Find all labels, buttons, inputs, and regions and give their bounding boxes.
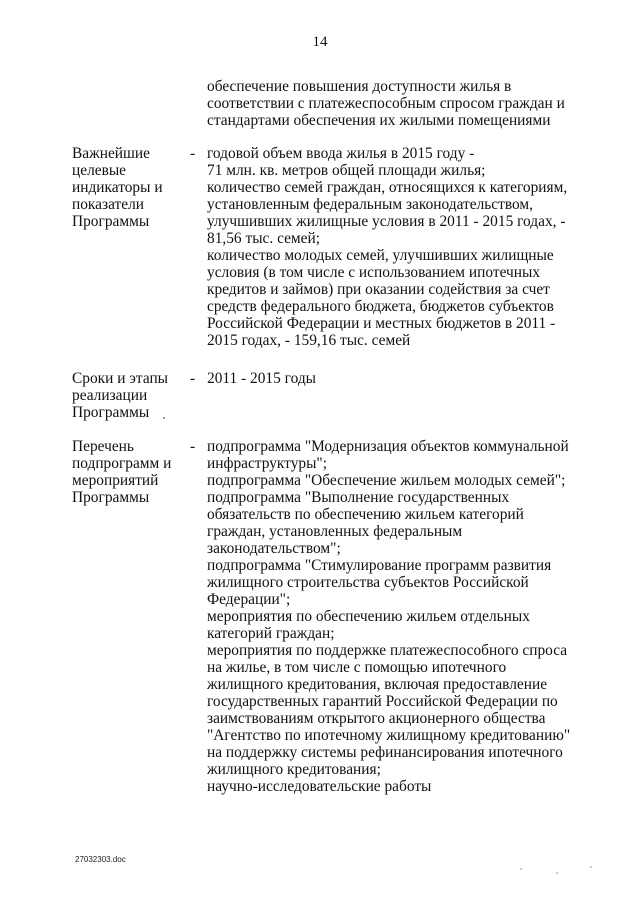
section-dash: - [190, 370, 196, 387]
section-content-line: государственных гарантий Российской Федерации по [207, 693, 558, 710]
section-content-line: на поддержку системы рефинансирования ипотечного [207, 744, 563, 761]
section-content-line: кредитов и займов) при оказании содействия за счет [207, 281, 550, 298]
section-label-line: реализации [72, 387, 148, 404]
section-content-line: инфраструктуры"; [207, 455, 327, 472]
section-content-line: подпрограмма "Модернизация объектов коммунальной [207, 438, 569, 455]
section-content-line: количество молодых семей, улучшивших жилищные [207, 247, 554, 264]
section-content-line: 71 млн. кв. метров общей площади жилья; [207, 162, 486, 179]
section-content-line: жилищного кредитования, включая предоставление [207, 676, 548, 693]
section-label-line: Программы [72, 404, 150, 421]
section-content-line: 81,56 тыс. семей; [207, 230, 321, 247]
section-content-line: "Агентство по ипотечному жилищному кредитованию" [207, 727, 571, 744]
scan-speck [163, 417, 165, 419]
section-content-line: 2011 - 2015 годы [207, 370, 317, 387]
section-content-line: законодательством"; [207, 540, 341, 557]
intro-line: обеспечение повышения доступности жилья в [207, 78, 512, 95]
scan-speck [520, 868, 522, 870]
section-content-line: подпрограмма "Обеспечение жильем молодых семей"; [207, 472, 566, 489]
section-content-line: Российской Федерации и местных бюджетов в 2011 - [207, 315, 556, 332]
section-label-line: Программы [72, 489, 150, 506]
section-content-line: условия (в том числе с использованием ипотечных [207, 264, 541, 281]
section-label-line: Программы [72, 213, 150, 230]
section-content-line: мероприятия по обеспечению жильем отдельных [207, 608, 530, 625]
section-content-line: количество семей граждан, относящихся к категориям, [207, 179, 568, 196]
section-content-line: улучшивших жилищные условия в 2011 - 2015 годах, - [207, 213, 566, 230]
section-content-line: 2015 годах, - 159,16 тыс. семей [207, 332, 411, 349]
section-content-line: жилищного строительства субъектов Российской [207, 574, 529, 591]
section-label-line: показатели [72, 196, 144, 213]
section-content-line: мероприятия по поддержке платежеспособного спроса [207, 642, 568, 659]
section-content-line: средств федерального бюджета, бюджетов субъектов [207, 298, 554, 315]
section-label-line: Сроки и этапы [72, 370, 169, 387]
section-content-line: граждан, установленных федеральным [207, 523, 463, 540]
section-dash: - [190, 145, 196, 162]
page-number: 14 [312, 34, 328, 50]
section-content-line: на жилье, в том числе с помощью ипотечного [207, 659, 507, 676]
section-label-line: мероприятий [72, 472, 159, 489]
section-dash: - [190, 438, 196, 455]
section-content-line: установленным федеральным законодательством, [207, 196, 533, 213]
section-content-line: подпрограмма "Выполнение государственных [207, 489, 510, 506]
intro-line: соответствии с платежеспособным спросом граждан и [207, 95, 565, 112]
scan-speck [556, 872, 558, 874]
section-content-line: Федерации"; [207, 591, 291, 608]
section-label-line: подпрограмм и [72, 455, 172, 472]
section-label-line: Важнейшие [72, 145, 150, 162]
section-content-line: обязательств по обеспечению жильем категорий [207, 506, 524, 523]
section-content-line: годовой объем ввода жилья в 2015 году - [207, 145, 475, 162]
footer-filename: 27032303.doc [75, 855, 126, 864]
section-label-line: индикаторы и [72, 179, 163, 196]
section-label-line: целевые [72, 162, 127, 179]
section-content-line: научно-исследовательские работы [207, 778, 432, 795]
section-content-line: категорий граждан; [207, 625, 335, 642]
section-content-line: подпрограмма "Стимулирование программ развития [207, 557, 552, 574]
section-label-line: Перечень [72, 438, 134, 455]
section-content-line: жилищного кредитования; [207, 761, 381, 778]
scan-speck [590, 866, 592, 868]
intro-line: стандартами обеспечения их жилыми помещениями [207, 112, 551, 129]
section-content-line: заимствованиям открытого акционерного общества [207, 710, 546, 727]
